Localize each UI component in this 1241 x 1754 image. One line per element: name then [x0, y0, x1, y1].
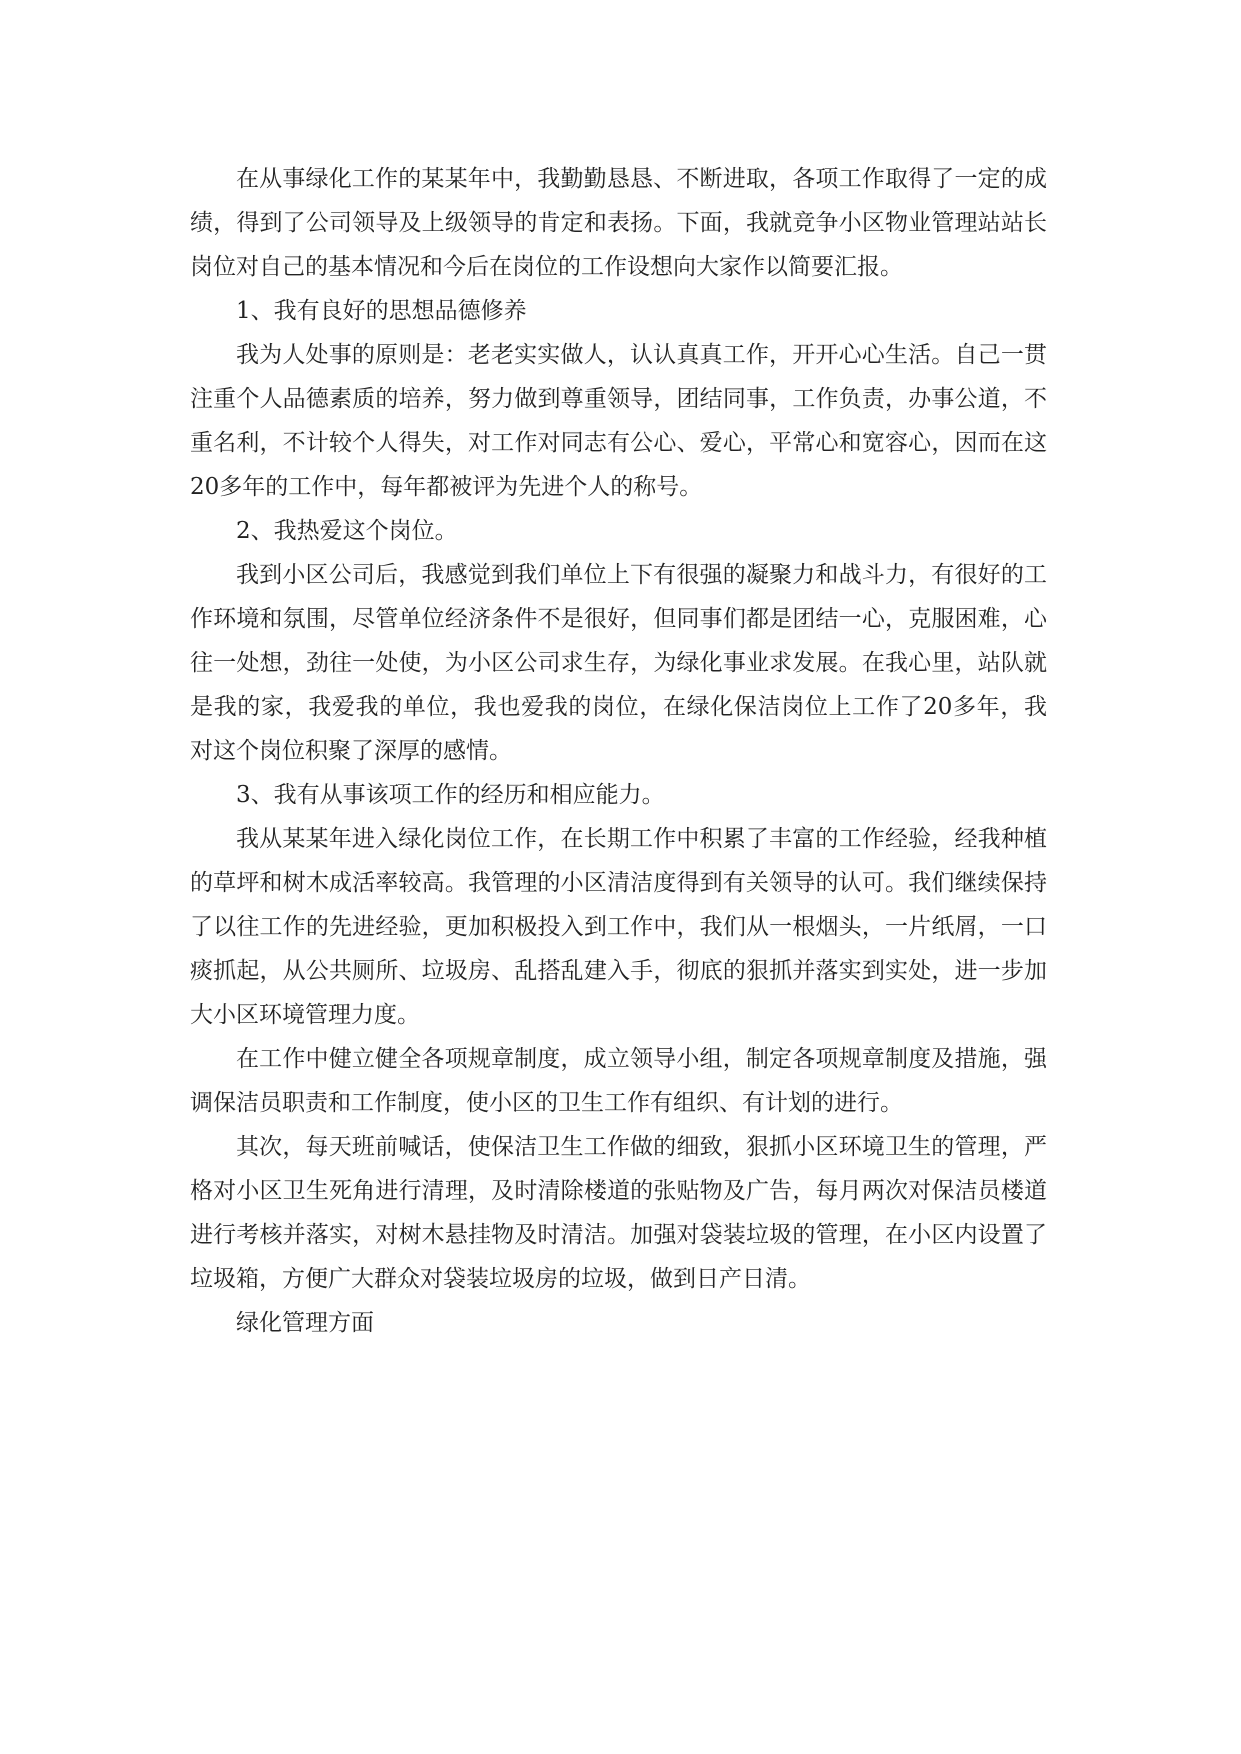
paragraph-3: 我从某某年进入绿化岗位工作，在长期工作中积累了丰富的工作经验，经我种植的草坪和树木成活率较高。我管理的小区清洁度得到有关领导的认可。我们继续保持了以往工作的先进经验，更加积极投入到工作中，我们从一根烟头，一片纸屑，一口痰抓起，从公共厕所、垃圾房、乱搭乱建入手，彻底的狠抓并落实到实处，进一步加大小区环境管理力度。	[190, 826, 1047, 1028]
section-heading-2: 2、我热爱这个岗位。	[236, 518, 458, 544]
section-heading-1: 1、我有良好的思想品德修养	[236, 298, 527, 324]
paragraph-intro: 在从事绿化工作的某某年中，我勤勤恳恳、不断进取，各项工作取得了一定的成绩，得到了公司领导及上级领导的肯定和表扬。下面，我就竞争小区物业管理站站长岗位对自己的基本情况和今后在岗位的工作设想向大家作以简要汇报。	[190, 166, 1047, 280]
section-heading-3: 3、我有从事该项工作的经历和相应能力。	[236, 782, 665, 808]
paragraph-4: 在工作中健立健全各项规章制度，成立领导小组，制定各项规章制度及措施，强调保洁员职责和工作制度，使小区的卫生工作有组织、有计划的进行。	[190, 1046, 1047, 1116]
section-heading-4: 绿化管理方面	[236, 1310, 374, 1336]
document-body	[190, 157, 1047, 1345]
paragraph-1: 我为人处事的原则是：老老实实做人，认认真真工作，开开心心生活。自己一贯注重个人品德素质的培养，努力做到尊重领导，团结同事，工作负责，办事公道，不重名利，不计较个人得失，对工作对同志有公心、爱心，平常心和宽容心，因而在这20多年的工作中，每年都被评为先进个人的称号。	[190, 342, 1047, 500]
paragraph-2: 我到小区公司后，我感觉到我们单位上下有很强的凝聚力和战斗力，有很好的工作环境和氛围，尽管单位经济条件不是很好，但同事们都是团结一心，克服困难，心往一处想，劲往一处使，为小区公司求生存，为绿化事业求发展。在我心里，站队就是我的家，我爱我的单位，我也爱我的岗位，在绿化保洁岗位上工作了20多年，我对这个岗位积聚了深厚的感情。	[190, 562, 1047, 764]
paragraph-5: 其次，每天班前喊话，使保洁卫生工作做的细致，狠抓小区环境卫生的管理，严格对小区卫生死角进行清理，及时清除楼道的张贴物及广告，每月两次对保洁员楼道进行考核并落实，对树木悬挂物及时清洁。加强对袋装垃圾的管理，在小区内设置了垃圾箱，方便广大群众对袋装垃圾房的垃圾，做到日产日清。	[190, 1134, 1047, 1292]
